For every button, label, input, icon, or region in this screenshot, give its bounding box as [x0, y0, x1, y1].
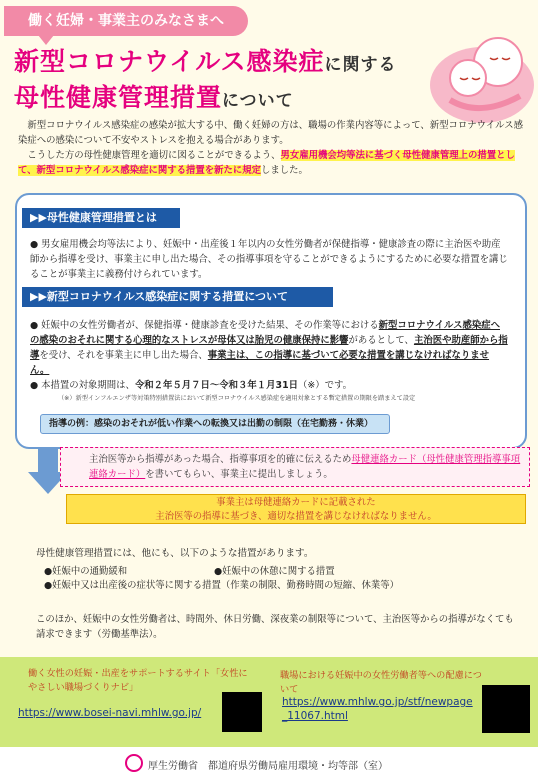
- left-link-label: 働く女性の妊娠・出産をサポートするサイト「女性にやさしい職場づくりナビ」: [28, 668, 248, 693]
- intro-text: [18, 118, 526, 178]
- section1-heading: ▶▶母性健康管理措置とは: [22, 208, 180, 228]
- title-suffix-2: について: [222, 91, 294, 111]
- b1-u1: 新型コロナウイルス感染症への感染のおそれに関する心理的なストレスが母体又は胎児の健康保持に影響: [30, 320, 500, 346]
- left-link-url[interactable]: https://www.bosei-navi.mhlw.go.jp/: [18, 707, 202, 719]
- b1-c: を受け、それを事業主に申し出た場合、: [39, 350, 208, 361]
- section1-body: ● 男女雇用機会均等法により、妊娠中・出産後１年以内の女性労働者が保健指導・健康診査の際に主治医や助産師から指導を受け、事業主に申し出た場合、その指導事項を守ることができるようにするために必要な措置を講じることが事業主に義務付けられています。: [30, 239, 508, 280]
- card-link[interactable]: 母健連絡カード（母性健康管理指導事項連絡カード）: [89, 454, 521, 480]
- employer-callout: [66, 494, 526, 524]
- b1-a: ● 妊娠中の女性労働者が、保健指導・健康診査を受けた結果、その作業等における: [30, 320, 379, 331]
- callout-line2: 主治医等の指導に基づき、適切な措置を講じなければなりません。: [155, 511, 437, 522]
- title-main-1: 新型コロナウイルス感染症: [14, 47, 325, 76]
- other-closing: このほか、妊娠中の女性労働者は、時間外、休日労働、深夜業の制限等について、主治医等からの指導がなくても請求できます（労働基準法）。: [36, 614, 514, 640]
- qr-code-left: [222, 692, 262, 732]
- intro-p1: 新型コロナウイルス感染症の感染が拡大する中、働く妊婦の方は、職場の作業内容等によって、新型コロナウイルス感染症への感染について不安やストレスを抱える場合があります。: [18, 120, 523, 146]
- section2-bullet2: [30, 378, 508, 393]
- b2-period: 令和２年５月７日〜令和３年１月31日: [134, 380, 298, 391]
- section2-heading: ▶▶新型コロナウイルス感染症に関する措置について: [22, 287, 333, 307]
- intro-p2-suffix: しました。: [261, 165, 308, 176]
- footer-text: 厚生労働省 都道府県労働局雇用環境・均等部（室）: [148, 761, 388, 772]
- qr-code-right: [482, 685, 530, 733]
- item-commute: ●妊娠中の通勤緩和: [44, 566, 128, 577]
- other-measures-list: [44, 565, 399, 593]
- title-line1: [14, 42, 397, 78]
- b1-u3: 事業主は、この指導に基づいて必要な措置を講じなければなりません。: [30, 350, 490, 376]
- audience-banner: 働く妊婦・事業主のみなさまへ: [4, 6, 248, 36]
- callout-line1: 事業主は母健連絡カードに記載された: [216, 497, 376, 508]
- right-link-url[interactable]: https://www.mhlw.go.jp/stf/newpage_11067.html: [282, 696, 473, 722]
- notice-a: 主治医等から指導があった場合、指導事項を的確に伝えるため: [89, 454, 352, 465]
- title-suffix-1: に関する: [324, 55, 397, 75]
- down-arrow-body: [38, 447, 58, 473]
- card-notice: [60, 447, 530, 487]
- title-main-2: 母性健康管理措置: [14, 83, 223, 112]
- b1-b: があるとして、: [348, 335, 414, 346]
- section2-bullet1: [30, 318, 508, 378]
- intro-highlight: 男女雇用機会均等法に基づく母性健康管理上の措置として、新型コロナウイルス感染症に関する措置を新たに規定: [18, 150, 515, 176]
- notice-b: を書いてもらい、事業主に提出しましょう。: [145, 469, 333, 480]
- footer: [0, 747, 538, 780]
- b1-u2: 主治医や助産師から指導: [30, 335, 508, 361]
- links-footer: [0, 657, 538, 747]
- title-line2: [14, 78, 294, 114]
- period-note: （※）新型インフルエンザ等対策特別措置法において新型コロナウイルス感染症を適用対象とする暫定措置の期限を踏まえて設定: [58, 395, 416, 402]
- intro-p2-prefix: こうした方の母性健康管理を適切に図ることができるよう、: [27, 150, 281, 161]
- list-item: ●妊娠中又は出産後の症状等に関する措置（作業の制限、勤務時間の短縮、休業等）: [44, 580, 400, 591]
- item-rest: ●妊娠中の休憩に関する措置: [214, 566, 335, 577]
- other-measures-lead: 母性健康管理措置には、他にも、以下のような措置があります。: [36, 548, 314, 559]
- guidance-example: 指導の例：感染のおそれが低い作業への転換又は出勤の制限（在宅勤務・休業）: [40, 414, 390, 434]
- right-link-label: 職場における妊娠中の女性労働者等への配慮について: [280, 670, 482, 695]
- ministry-logo-icon: [125, 754, 143, 772]
- mother-baby-illustration: [420, 30, 535, 125]
- b2-b: （※）です。: [297, 380, 352, 391]
- b2-a: ● 本措置の対象期間は、: [30, 380, 135, 391]
- list-item: [44, 565, 399, 579]
- intro-p2: [18, 148, 526, 178]
